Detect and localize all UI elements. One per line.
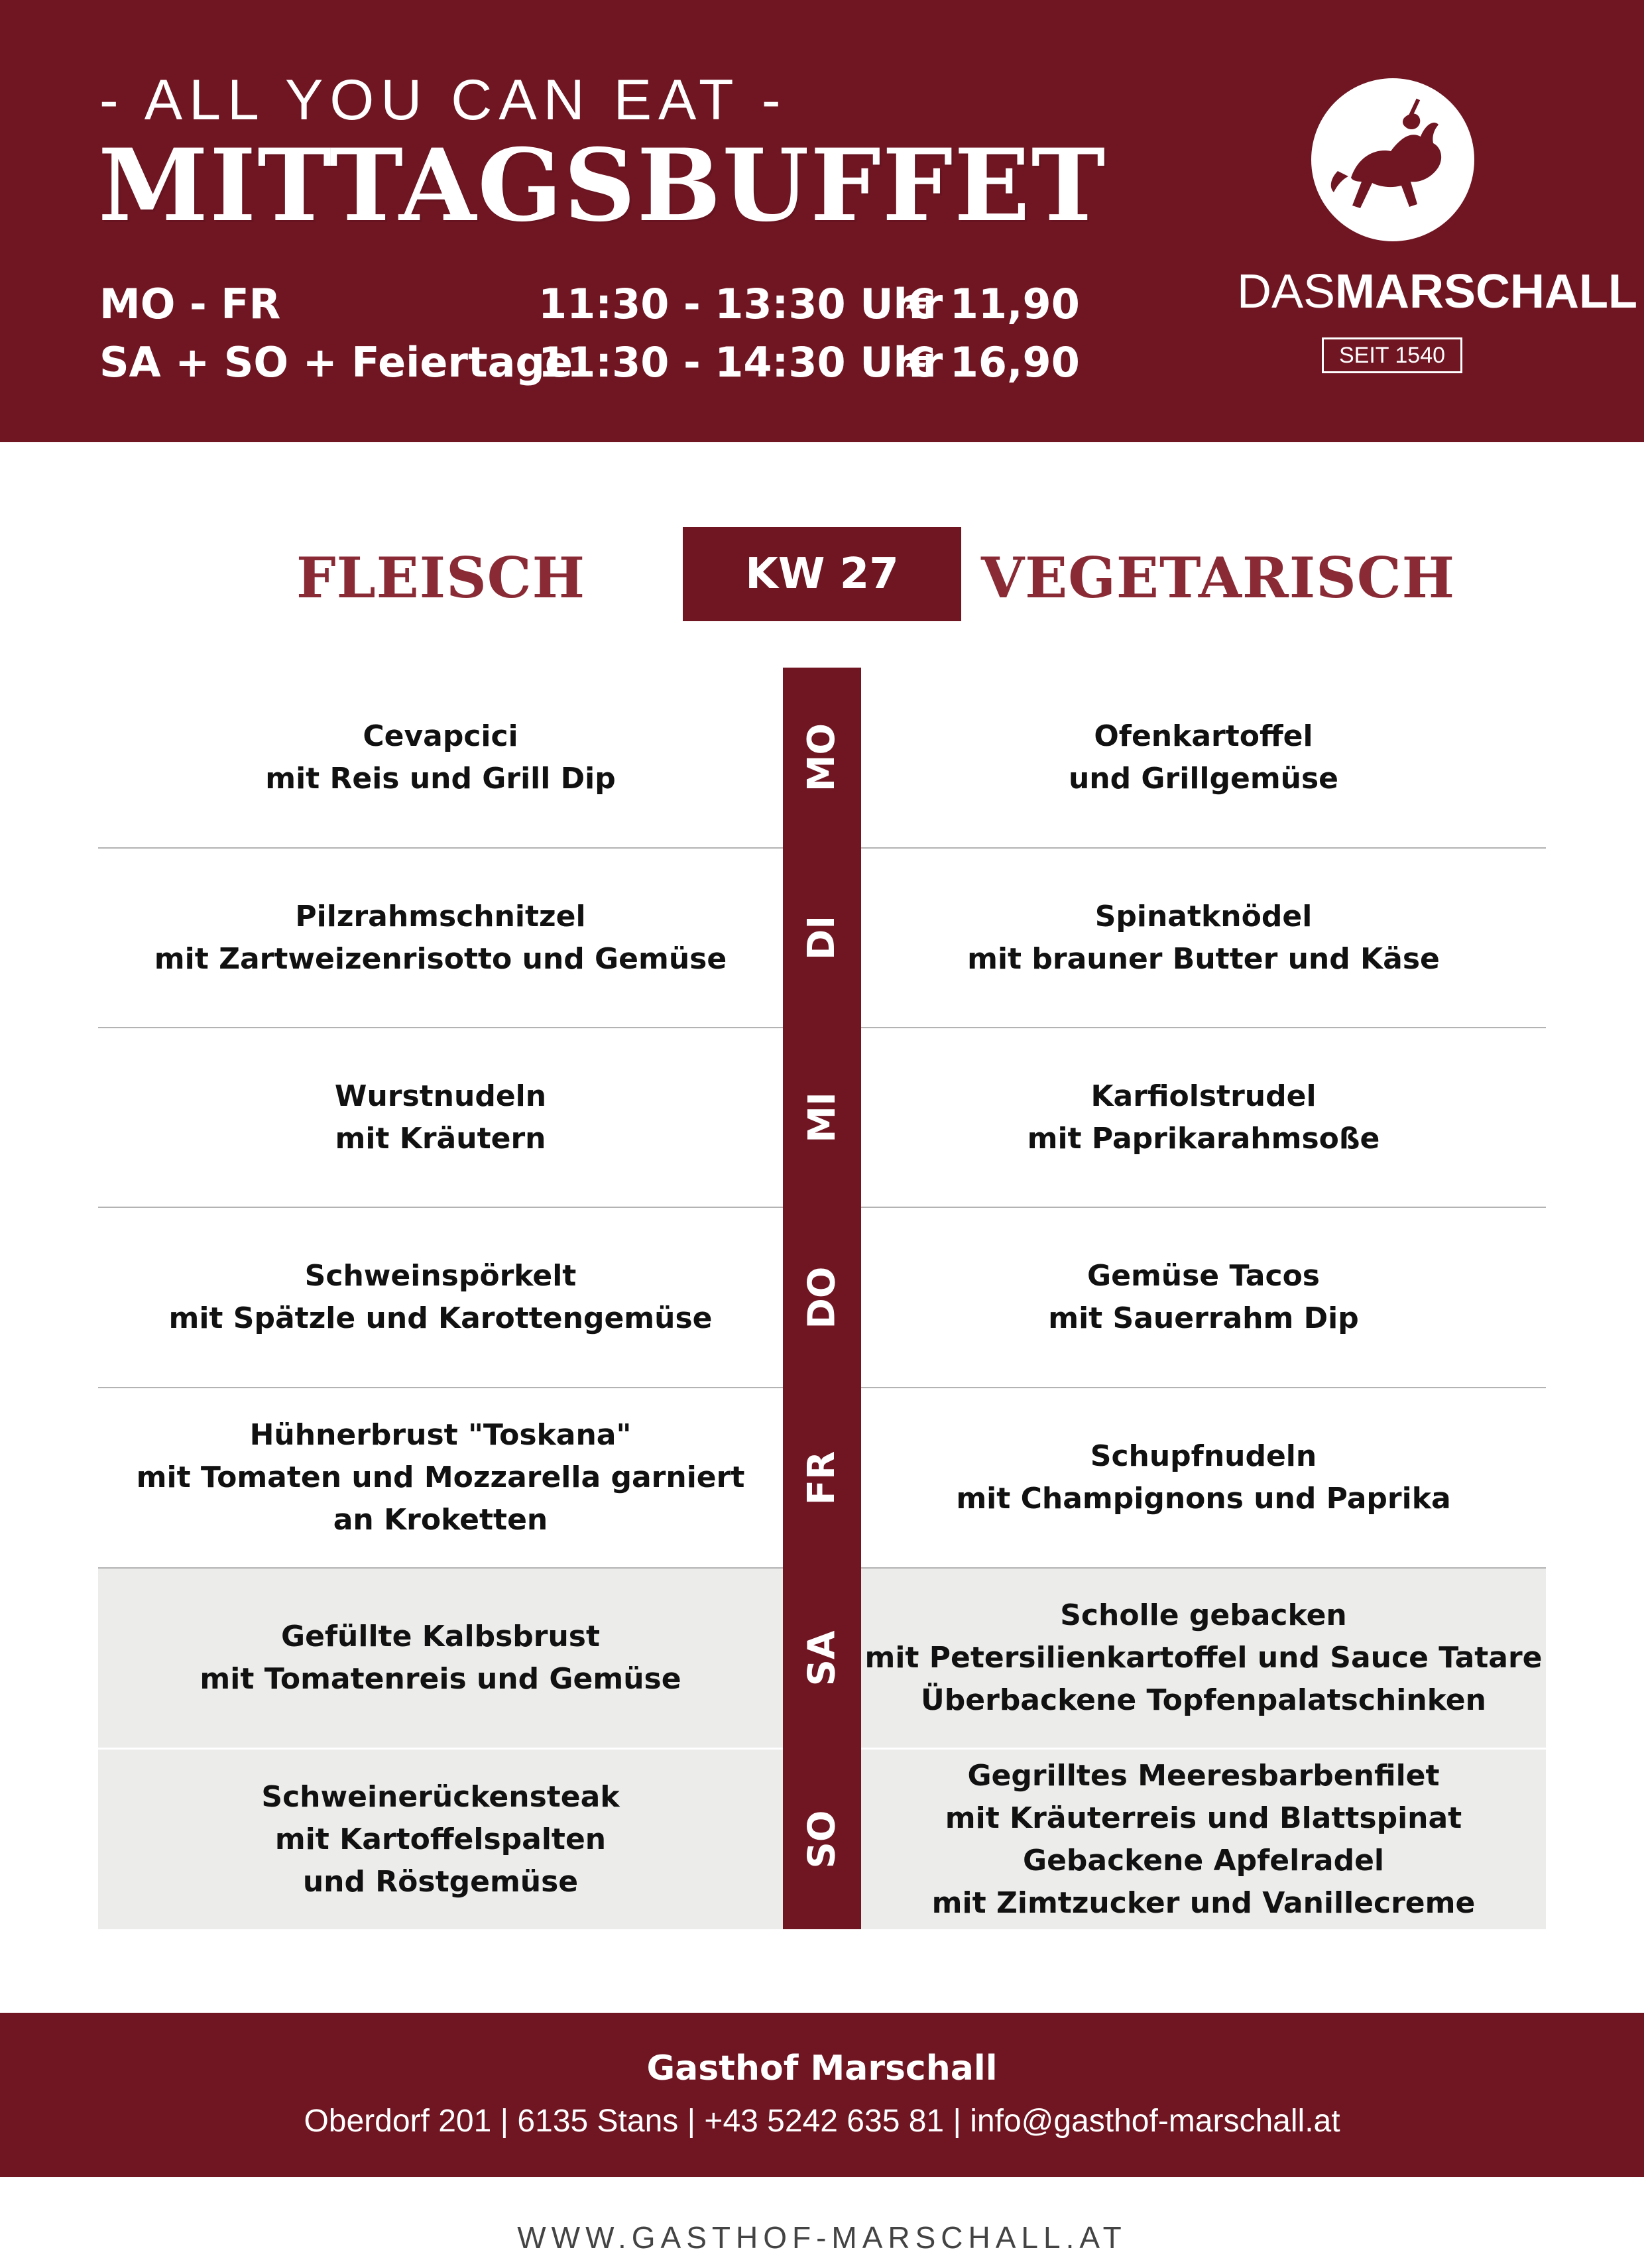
- meat-dish-so: [98, 1750, 783, 1929]
- dish-line: Schupfnudeln: [1090, 1439, 1317, 1473]
- dish-line: mit Kartoffelspalten: [274, 1822, 607, 1856]
- dish-line: mit Champignons und Paprika: [956, 1482, 1451, 1516]
- dish-line: mit brauner Butter und Käse: [967, 941, 1440, 976]
- dish-line: mit Kräuterreis und Blattspinat: [945, 1801, 1462, 1835]
- dish-line: mit Paprikarahmsoße: [1027, 1121, 1380, 1156]
- horse-rider-icon: [1311, 78, 1474, 241]
- logo-since-badge: SEIT 1540: [1322, 337, 1462, 373]
- logo-name-light: DAS: [1237, 265, 1336, 318]
- dish-line: Ofenkartoffel: [1094, 719, 1313, 753]
- day-label-fr: FR: [800, 1451, 844, 1505]
- veg-dish-di: [861, 849, 1546, 1027]
- meat-dish-fr: [98, 1388, 783, 1567]
- footer-band: [0, 2013, 1644, 2177]
- dish-line: Gegrilltes Meeresbarbenfilet: [967, 1758, 1440, 1793]
- day-label-mi: MI: [800, 1092, 844, 1143]
- dish-line: Pilzrahmschnitzel: [295, 899, 586, 933]
- meat-dish-mi: [98, 1028, 783, 1207]
- schedule-price-weekday: € 11,90: [907, 280, 1080, 328]
- veg-dish-do: [861, 1208, 1546, 1387]
- page-title: MITTAGSBUFFET: [98, 127, 1107, 244]
- dish-line: und Röstgemüse: [302, 1864, 579, 1899]
- dish-line: an Kroketten: [333, 1503, 548, 1537]
- meat-dish-mo: [98, 668, 783, 847]
- dish-line: mit Tomatenreis und Gemüse: [200, 1662, 681, 1696]
- dish-line: mit Zimtzucker und Vanillecreme: [931, 1885, 1476, 1920]
- dish-line: Hühnerbrust "Toskana": [249, 1418, 632, 1452]
- dish-line: Cevapcici: [363, 719, 518, 753]
- day-label-di: DI: [800, 915, 844, 961]
- day-label-mo: MO: [800, 723, 844, 792]
- dish-line: Scholle gebacken: [1060, 1598, 1347, 1632]
- veg-dish-mo: [861, 668, 1546, 847]
- logo-name-bold: MARSCHALL: [1335, 265, 1637, 318]
- veg-dish-sa: [861, 1569, 1546, 1748]
- week-badge: KW 27: [683, 527, 961, 621]
- dish-line: Gebackene Apfelradel: [1022, 1843, 1385, 1878]
- logo-emblem: [1311, 78, 1474, 241]
- dish-line: mit Sauerrahm Dip: [1048, 1301, 1359, 1335]
- dish-line: mit Spätzle und Karottengemüse: [168, 1301, 713, 1335]
- schedule-price-weekend: € 16,90: [907, 338, 1080, 387]
- veg-heading: VEGETARISCH: [981, 545, 1456, 611]
- schedule-days-weekend: SA + SO + Feiertage: [99, 338, 573, 387]
- schedule-time-weekend: 11:30 - 14:30 Uhr: [538, 338, 943, 387]
- dish-line: Spinatknödel: [1094, 899, 1313, 933]
- dish-line: Wurstnudeln: [334, 1079, 547, 1113]
- meat-dish-do: [98, 1208, 783, 1387]
- dish-line: und Grillgemüse: [1068, 761, 1339, 796]
- meat-dish-di: [98, 849, 783, 1027]
- dish-line: Karfiolstrudel: [1090, 1079, 1317, 1113]
- schedule-time-weekday: 11:30 - 13:30 Uhr: [538, 280, 943, 328]
- dish-line: Gemüse Tacos: [1086, 1259, 1320, 1293]
- dish-line: Schweinspörkelt: [304, 1259, 577, 1293]
- meat-dish-sa: [98, 1569, 783, 1748]
- veg-dish-mi: [861, 1028, 1546, 1207]
- dish-line: Überbackene Topfenpalatschinken: [921, 1683, 1486, 1717]
- schedule-days-weekday: MO - FR: [99, 280, 281, 328]
- meat-heading: FLEISCH: [296, 545, 585, 611]
- dish-line: mit Zartweizenrisotto und Gemüse: [154, 941, 727, 976]
- dish-line: mit Reis und Grill Dip: [265, 761, 616, 796]
- day-label-so: SO: [800, 1810, 844, 1869]
- dish-line: Gefüllte Kalbsbrust: [280, 1620, 601, 1653]
- veg-dish-fr: [861, 1388, 1546, 1567]
- day-label-do: DO: [800, 1266, 844, 1329]
- day-label-sa: SA: [800, 1630, 844, 1686]
- dish-line: mit Petersilienkartoffel und Sauce Tatare: [864, 1641, 1543, 1675]
- dish-line: mit Tomaten und Mozzarella garniert: [136, 1461, 745, 1494]
- dish-line: Schweinerückensteak: [261, 1779, 620, 1814]
- veg-dish-so: [861, 1750, 1546, 1929]
- footer-name: Gasthof Marschall: [646, 2049, 998, 2088]
- header-subtitle: - ALL YOU CAN EAT -: [99, 68, 788, 132]
- dish-line: mit Kräutern: [335, 1121, 546, 1156]
- footer-address: Oberdorf 201 | 6135 Stans | +43 5242 635 81 | info@gasthof-marschall.at: [304, 2104, 1340, 2139]
- logo-wordmark: [1237, 265, 1637, 318]
- website-link[interactable]: WWW.GASTHOF-MARSCHALL.AT: [517, 2220, 1127, 2255]
